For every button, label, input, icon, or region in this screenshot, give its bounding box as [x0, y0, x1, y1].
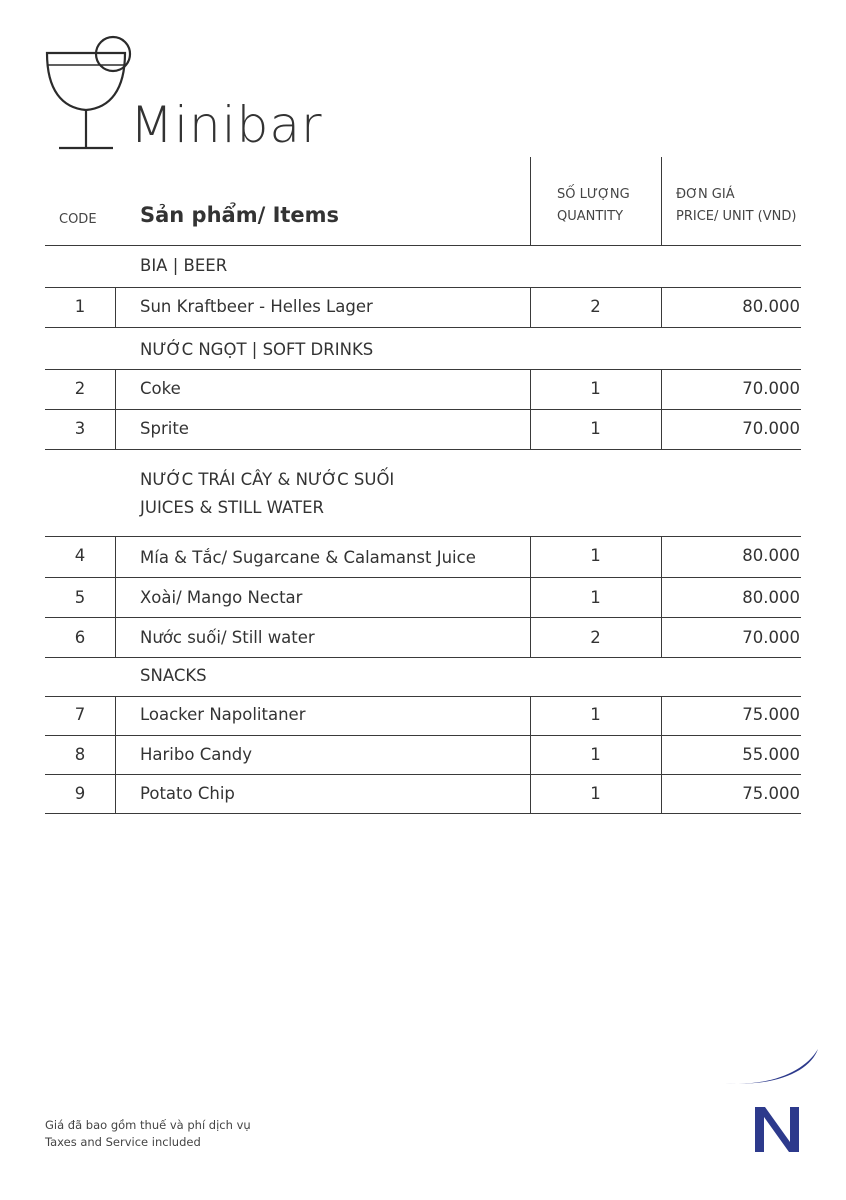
qty-column-divider: [530, 536, 531, 657]
row-item: Mía & Tắc/ Sugarcane & Calamanst Juice: [140, 548, 476, 567]
row-rule: [45, 287, 801, 288]
section-soft-drinks: NƯỚC NGỌT | SOFT DRINKS: [140, 340, 374, 359]
row-code: 1: [74, 297, 86, 316]
row-code: 5: [74, 588, 86, 607]
code-column-divider: [115, 369, 116, 449]
row-price: 75.000: [742, 705, 800, 724]
row-price: 80.000: [742, 297, 800, 316]
header-divider-2: [661, 157, 662, 245]
row-item: Sprite: [140, 419, 189, 438]
row-code: 7: [74, 705, 86, 724]
col-header-price: [676, 184, 796, 228]
row-quantity: 1: [590, 784, 601, 803]
row-price: 80.000: [742, 546, 800, 565]
row-quantity: 1: [590, 419, 601, 438]
row-rule: [45, 577, 801, 578]
section-juices: [140, 466, 394, 522]
row-price: 80.000: [742, 588, 800, 607]
row-quantity: 1: [590, 588, 601, 607]
qty-column-divider: [530, 696, 531, 813]
row-code: 6: [74, 628, 86, 647]
qty-column-divider: [530, 287, 531, 327]
footer-note: [45, 1117, 251, 1151]
code-column-divider: [115, 696, 116, 813]
price-column-divider: [661, 287, 662, 327]
row-item: Loacker Napolitaner: [140, 705, 306, 724]
col-header-price-vi: ĐƠN GIÁ: [676, 187, 735, 202]
col-header-price-en: PRICE/ UNIT (VND): [676, 209, 797, 224]
row-item: Coke: [140, 379, 181, 398]
code-column-divider: [115, 536, 116, 657]
price-column-divider: [661, 696, 662, 813]
row-rule: [45, 774, 801, 775]
header-bottom-rule: [45, 245, 801, 246]
col-header-quantity-en: QUANTITY: [557, 209, 624, 224]
row-quantity: 1: [590, 546, 601, 565]
price-column-divider: [661, 369, 662, 449]
price-column-divider: [661, 536, 662, 657]
footer-note-en: Taxes and Service included: [45, 1135, 201, 1149]
col-header-items: Sản phẩm/ Items: [140, 203, 340, 227]
row-rule: [45, 409, 801, 410]
row-quantity: 1: [590, 745, 601, 764]
page-title: Minibar: [130, 96, 323, 154]
row-rule: [45, 735, 801, 736]
header-divider-1: [530, 157, 531, 245]
table-bottom-rule: [45, 813, 801, 814]
row-item: Xoài/ Mango Nectar: [140, 588, 303, 607]
qty-column-divider: [530, 369, 531, 449]
row-item: Nước suối/ Still water: [140, 628, 315, 647]
row-quantity: 2: [590, 297, 601, 316]
row-price: 55.000: [742, 745, 800, 764]
section-juices-vi: NƯỚC TRÁI CÂY & NƯỚC SUỐI: [140, 470, 395, 489]
row-rule: [45, 696, 801, 697]
section-snacks: SNACKS: [140, 666, 207, 685]
section-juices-en: JUICES & STILL WATER: [140, 498, 325, 517]
row-code: 8: [74, 745, 86, 764]
row-code: 4: [74, 546, 86, 565]
row-item: Sun Kraftbeer - Helles Lager: [140, 297, 373, 316]
row-quantity: 1: [590, 379, 601, 398]
row-rule: [45, 449, 801, 450]
row-rule: [45, 617, 801, 618]
code-column-divider: [115, 287, 116, 327]
footer-note-vi: Giá đã bao gồm thuế và phí dịch vụ: [45, 1118, 251, 1132]
cocktail-glass-icon: [40, 30, 140, 155]
row-quantity: 2: [590, 628, 601, 647]
row-rule: [45, 657, 801, 658]
col-header-code: CODE: [59, 212, 97, 227]
row-code: 2: [74, 379, 86, 398]
novotel-n-logo: [722, 1045, 822, 1157]
row-code: 3: [74, 419, 86, 438]
col-header-quantity: [557, 184, 630, 228]
row-quantity: 1: [590, 705, 601, 724]
row-price: 75.000: [742, 784, 800, 803]
row-rule: [45, 327, 801, 328]
row-code: 9: [74, 784, 86, 803]
row-price: 70.000: [742, 628, 800, 647]
row-item: Potato Chip: [140, 784, 235, 803]
section-beer: BIA | BEER: [140, 256, 228, 275]
row-item: Haribo Candy: [140, 745, 253, 764]
row-price: 70.000: [742, 419, 800, 438]
col-header-quantity-vi: SỐ LƯỢNG: [557, 187, 630, 202]
row-price: 70.000: [742, 379, 800, 398]
row-rule: [45, 369, 801, 370]
row-rule: [45, 536, 801, 537]
